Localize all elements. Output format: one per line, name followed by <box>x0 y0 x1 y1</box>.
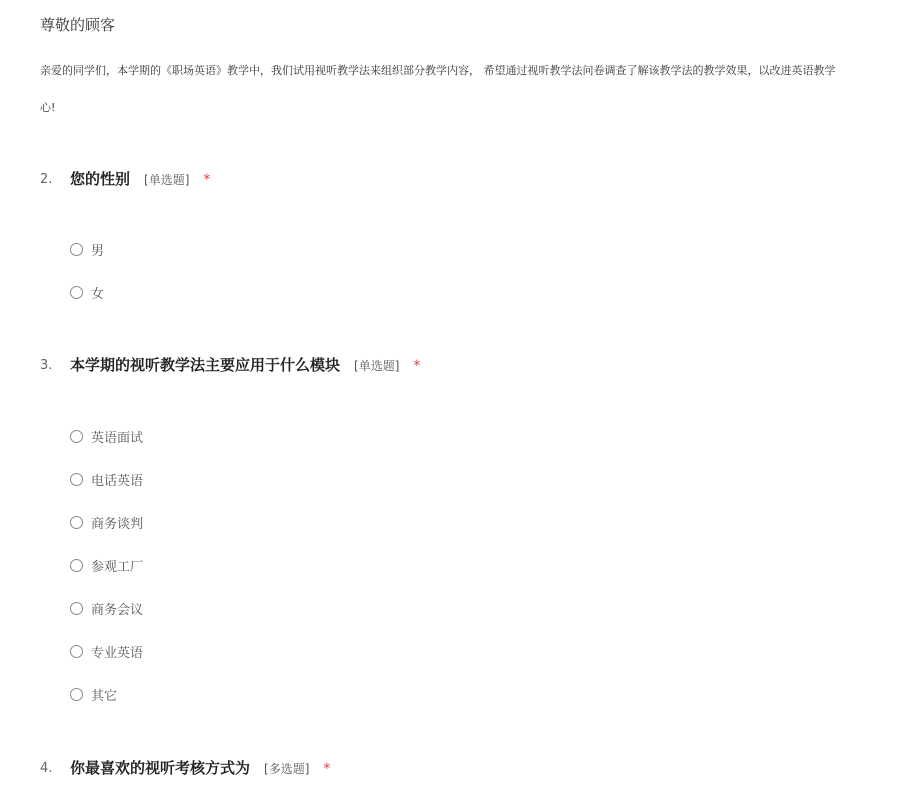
radio-button[interactable] <box>70 602 83 615</box>
survey-intro <box>40 52 900 126</box>
survey-greeting: 尊敬的顾客 <box>40 16 116 34</box>
radio-button[interactable] <box>70 559 83 572</box>
radio-button[interactable] <box>70 688 83 701</box>
option-label: 男 <box>91 244 105 259</box>
radio-button[interactable] <box>70 473 83 486</box>
option-label: 参观工厂 <box>91 560 144 575</box>
option-label: 电话英语 <box>91 474 144 489</box>
question-type-tag: [单选题] <box>144 173 190 187</box>
option-label: 商务谈判 <box>91 517 144 532</box>
option-interview[interactable] <box>70 415 143 458</box>
question-title: 本学期的视听教学法主要应用于什么模块 <box>70 356 341 374</box>
question-header <box>40 757 900 783</box>
radio-button[interactable] <box>70 516 83 529</box>
question-number: 4. <box>40 761 53 776</box>
question-type-tag: [多选题] <box>264 762 310 776</box>
required-marker: * <box>413 357 421 374</box>
radio-button[interactable] <box>70 286 83 299</box>
question-number: 3. <box>40 358 53 373</box>
option-female[interactable] <box>70 271 104 314</box>
options-list <box>70 228 104 314</box>
options-list <box>70 415 143 716</box>
question-module <box>40 354 900 704</box>
question-title-row <box>70 757 330 778</box>
question-type-tag: [单选题] <box>354 359 400 373</box>
question-title: 您的性别 <box>70 170 131 188</box>
question-header <box>40 354 900 380</box>
question-gender <box>40 168 900 302</box>
radio-button[interactable] <box>70 243 83 256</box>
intro-line-1: 亲爱的同学们，本学期的《职场英语》教学中，我们试用视听教学法来组织部分教学内容， 希望通过视听教学法问卷调查了解该教学法的教学效果，以改进英语教学 <box>40 64 836 77</box>
radio-button[interactable] <box>70 645 83 658</box>
option-label: 商务会议 <box>91 603 144 618</box>
question-header <box>40 168 900 194</box>
option-business-meeting[interactable] <box>70 587 143 630</box>
question-title: 你最喜欢的视听考核方式为 <box>70 759 251 777</box>
required-marker: * <box>203 171 211 188</box>
question-assessment <box>40 757 900 783</box>
radio-button[interactable] <box>70 430 83 443</box>
option-male[interactable] <box>70 228 104 271</box>
question-title-row <box>70 354 420 375</box>
option-negotiation[interactable] <box>70 501 143 544</box>
option-label: 其它 <box>91 689 118 704</box>
required-marker: * <box>323 760 331 777</box>
question-title-row <box>70 168 210 189</box>
option-factory-visit[interactable] <box>70 544 143 587</box>
option-professional-english[interactable] <box>70 630 143 673</box>
intro-line-2: 心! <box>40 101 56 114</box>
option-label: 专业英语 <box>91 646 144 661</box>
question-number: 2. <box>40 172 53 187</box>
option-other[interactable] <box>70 673 143 716</box>
option-phone-english[interactable] <box>70 458 143 501</box>
option-label: 英语面试 <box>91 431 144 446</box>
option-label: 女 <box>91 287 105 302</box>
